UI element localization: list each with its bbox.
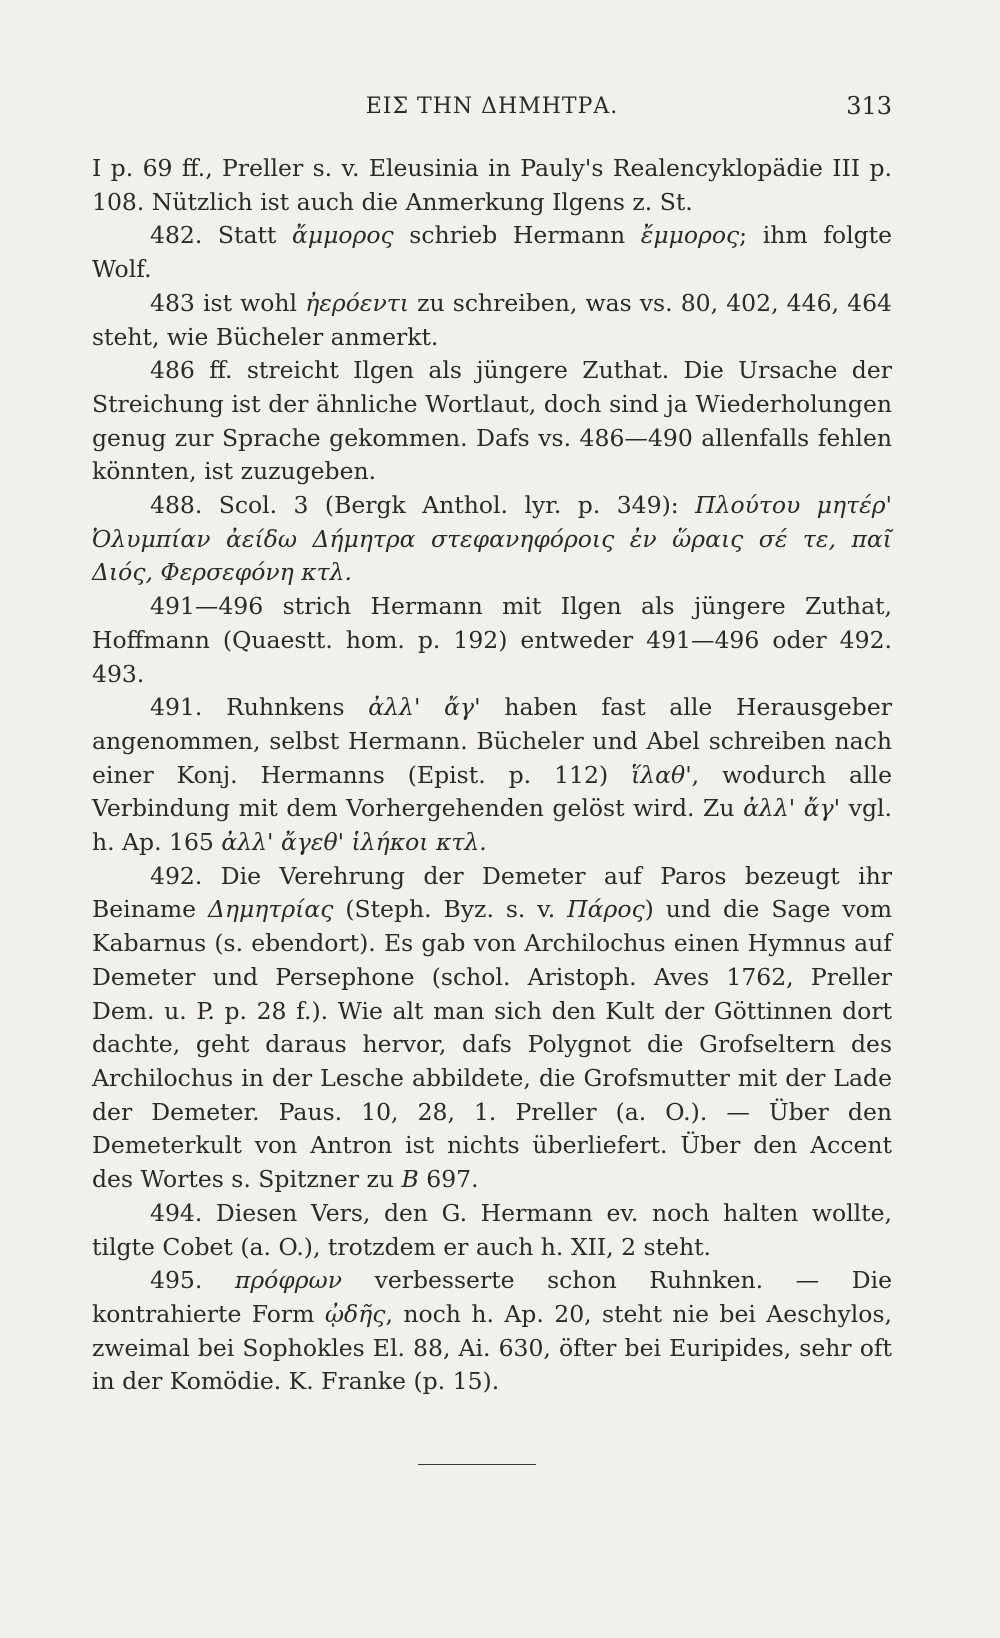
greek-citation: Πλούτου μητέρ' Ὀλυμπίαν ἀείδω Δήμητρα στεφανηφόροις ἐν ὥραις σέ τε, παῖ Διός, Φερσεφόνη κτλ. — [92, 491, 892, 587]
greek-citation: B — [401, 1165, 419, 1194]
text-run: 491. Ruhnkens — [150, 693, 369, 722]
commentary-paragraph — [92, 1197, 892, 1264]
text-run: 697. — [418, 1165, 479, 1194]
text-run: 492. Die Verehrung der Demeter auf Paros bezeugt ihr Beiname — [92, 861, 892, 924]
text-run: , noch h. Ap. 20, steht nie bei Aeschylos, zweimal bei Sophokles El. 88, Ai. 630, öfter bei Euripides, sehr oft in der Komödie. K. Franke (p. 15). — [92, 1299, 892, 1396]
commentary-paragraph — [92, 691, 892, 860]
greek-citation: ἵλαθ' — [631, 760, 692, 789]
greek-citation: ἀλλ' ἄγ' — [743, 794, 841, 823]
text-run: , wodurch alle Verbindung mit dem Vorhergehenden gelöst wird. Zu — [92, 760, 892, 823]
greek-citation: Πάρος — [567, 895, 645, 924]
greek-citation: ᾠδῆς — [324, 1299, 386, 1328]
text-run: 495. — [150, 1266, 235, 1295]
text-run: 494. Diesen Vers, den G. Hermann ev. noch halten wollte, tilgte Cobet (a. O.), trotzdem er auch h. XII, 2 steht. — [92, 1198, 892, 1261]
commentary-paragraph — [92, 860, 892, 1197]
footnote-rule — [418, 1464, 536, 1465]
text-run: vgl. h. Ap. 165 — [92, 794, 892, 857]
commentary-paragraph — [92, 590, 892, 691]
commentary-body — [92, 152, 892, 1399]
text-run: (Steph. Byz. s. v. — [333, 895, 568, 924]
text-run: 491—496 strich Hermann mit Ilgen als jüngere Zuthat, Hoffmann (Quaestt. hom. p. 192) entweder 491—496 oder 492. 493. — [92, 592, 892, 688]
greek-citation: ἔμμορος — [640, 221, 740, 250]
text-run: I p. 69 ff., Preller s. v. Eleusinia in Pauly's Realencyklopädie III p. 108. Nützlich ist auch die Anmerkung Ilgens z. St. — [92, 154, 892, 216]
text-run: haben fast alle Herausgeber angenommen, selbst Hermann. Bücheler und Abel schreiben nach einer Konj. Hermanns (Epist. p. 112) — [92, 693, 892, 789]
text-run: ; ihm folgte Wolf. — [92, 221, 892, 284]
text-run: 483 ist wohl — [150, 288, 306, 317]
commentary-paragraph — [92, 489, 892, 590]
greek-citation: ἠερόεντι — [305, 288, 409, 317]
text-run: ) und die Sage vom Kabarnus (s. ebendort). Es gab von Archilochus einen Hymnus auf Demeter und Persephone (schol. Aristoph. Aves 1762, Preller Dem. u. P. p. 28 f.). Wie alt man sich den Kult der Göttinnen dort dachte, geht daraus hervor, dafs Polygnot die Grofseltern des Archilochus in der Lesche abbildete, die Grofsmutter mit der Lade der Demeter. Paus. 10, 28, 1. Preller (a. O.). — Über den Demeterkult von Antron ist nichts überliefert. Über den Accent des Wortes s. Spitzner zu — [92, 895, 893, 1194]
text-run: zu schreiben, was vs. 80, 402, 446, 464 steht, wie Bücheler anmerkt. — [92, 288, 892, 351]
text-run: 482. Statt — [150, 221, 292, 250]
text-run: 488. Scol. 3 (Bergk Anthol. lyr. p. 349): — [150, 491, 696, 520]
greek-citation: ἄμμορος — [291, 221, 394, 250]
commentary-paragraph — [92, 354, 892, 489]
commentary-paragraph — [92, 1264, 892, 1399]
commentary-paragraph — [92, 152, 892, 219]
greek-citation: Δημητρίας — [207, 895, 334, 924]
text-run: verbesserte schon Ruhnken. — Die kontrahierte Form — [92, 1266, 892, 1328]
commentary-paragraph — [92, 219, 892, 286]
page — [92, 88, 892, 1399]
page-number: 313 — [846, 92, 892, 120]
commentary-paragraph — [92, 287, 892, 354]
text-run: schrieb Hermann — [393, 221, 641, 250]
running-title: ΕΙΣ ΤΗΝ ΔΗΜΗΤΡΑ. — [365, 94, 619, 119]
greek-citation: πρόφρων — [234, 1266, 343, 1295]
text-run: 486 ff. streicht Ilgen als jüngere Zuthat. Die Ursache der Streichung ist der ähnliche Wortlaut, doch sind ja Wiederholungen genug zur Sprache gekommen. Dafs vs. 486—490 allenfalls fehlen könnten, ist zuzugeben. — [92, 356, 892, 486]
greek-citation: ἀλλ' ἄγεθ' ἱλήκοι κτλ. — [221, 828, 487, 857]
running-head — [92, 88, 892, 128]
greek-citation: ἀλλ' ἄγ' — [368, 693, 481, 722]
